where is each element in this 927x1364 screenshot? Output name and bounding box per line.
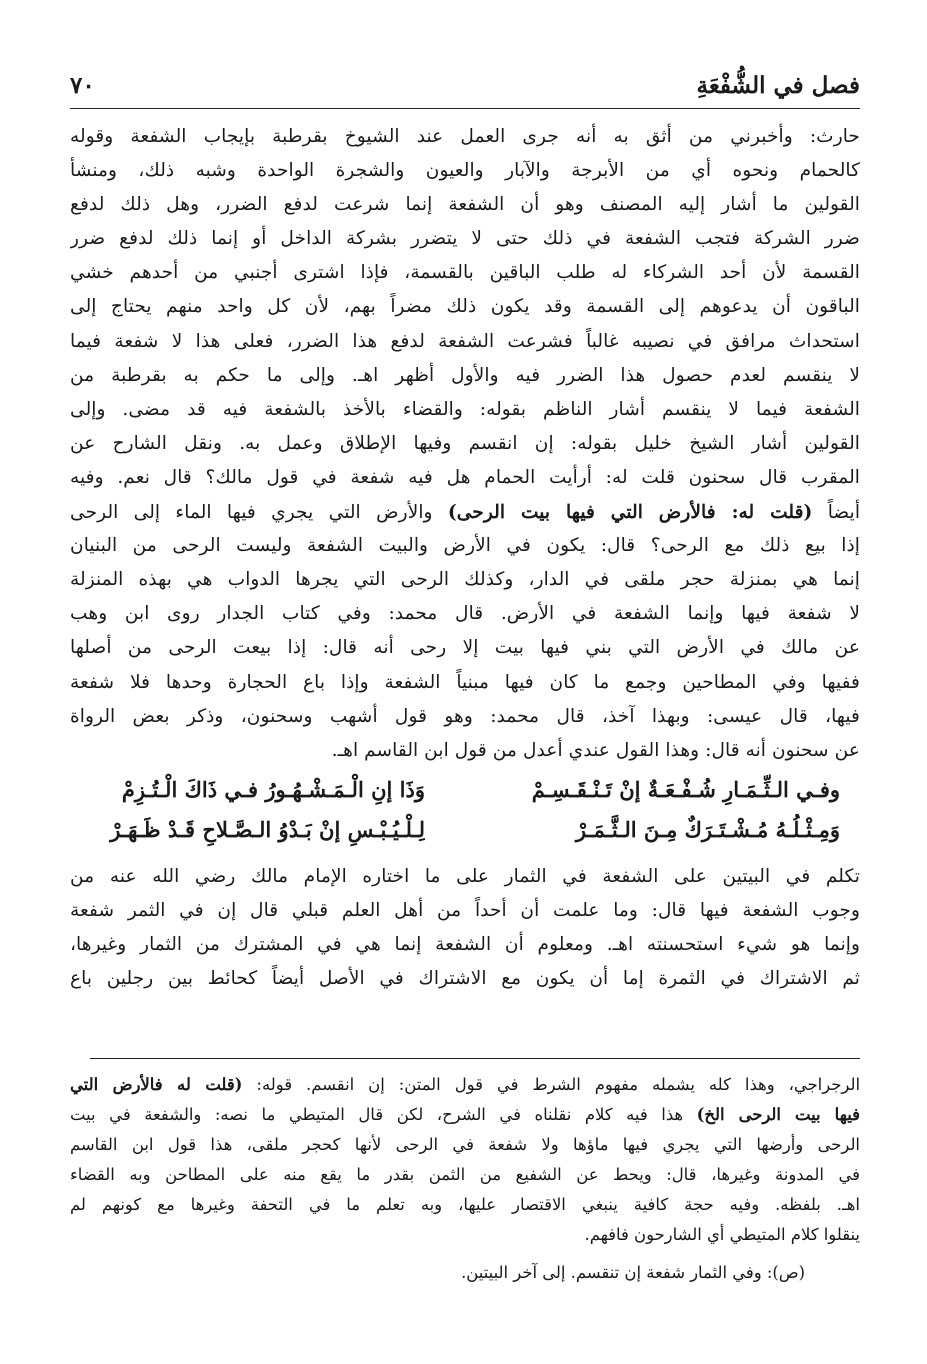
text-line: عن مالك في الأرض التي بني فيها بيت إلا رحى أنه قال: إذا بيعت الرحى من أصلها: [70, 637, 860, 659]
chapter-title: فصل في الشُّفْعَةِ: [696, 72, 860, 99]
footnote-divider: [90, 1058, 860, 1059]
verse-1: [70, 770, 860, 810]
paragraph-1: [70, 120, 860, 495]
paragraph-2: [70, 529, 860, 768]
verse-2-second-hemistich: لِـلْـيُـبْـسِ إنْ بَـدْوُ الـصَّـلاحِ قَـدْ ظَـهَـرْ: [110, 816, 425, 842]
footnote-line: [70, 1070, 860, 1100]
text-line: المقرب قال سحنون قلت له: أرأيت الحمام هل فيه شفعة في قول مالك؟ قال نعم. وفيه: [70, 466, 860, 488]
bold-quote-line: [70, 495, 860, 529]
text-line: حارث: وأخبرني من أثق به أنه جرى العمل عند الشيوخ بقرطبة بإيجاب الشفعة وقوله: [70, 126, 860, 147]
text-line: القسمة لأن أحد الشركاء له طلب الباقين بالقسمة، فإذا اشترى أجنبي من أحدهم خشي: [70, 262, 860, 284]
text-line: القولين ما أشار إليه المصنف وهو أن الشفعة إنما شرعت لدفع الضرر، وهل ذلك لدفع: [70, 194, 860, 216]
bold-line-suffix: والأرض التي يجري فيها الماء إلى الرحى: [70, 502, 448, 524]
text-line: استحداث مرافق في نصيبه غالباً فشرعت الشفعة لدفع هذا الضرر، فعلى هذا لا شفعة فيما: [70, 330, 860, 352]
verse-1-second-hemistich: وَذَا إنِ الْـمَـشْـهُـورُ فـي ذَاكَ الْـتُـزِمْ: [121, 776, 425, 802]
verse-1-first-hemistich: وفـي الـثِّـمَـارِ شُـفْـعَـةٌ إنْ تَـنْـقَـسِـمْ: [531, 776, 840, 802]
text-line: ينقلوا كلام المتيطي أي الشارحون فافهم.: [584, 1225, 860, 1244]
text-line: فيها، قال عيسى: وبهذا آخذ، قال محمد: وهو قول أشهب وسحنون، وذكر بعض الرواة: [70, 705, 860, 727]
footnote-line: [70, 1100, 860, 1130]
page-header: [70, 68, 860, 109]
quoted-question: (قلت له: فالأرض التي فيها بيت الرحى): [447, 501, 813, 524]
footnote-lines: [70, 1130, 860, 1250]
text-line: إذا بيع ذلك مع الرحى؟ قال: يكون في الأرض والبيت الشفعة وليست الرحى من البنيان: [70, 535, 860, 557]
main-text: [70, 120, 860, 996]
text-line: وإنما هو شيء استحسنته اهـ. ومعلوم أن الشفعة إنما هي في المشترك من الثمار وغيرها،: [70, 933, 860, 955]
text-line: في المدونة وغيرها، قال: ويحط عن الشفيع من الثمن بقدر ما يقع منه على المطاحن وبه القضاء: [70, 1165, 860, 1184]
text-line: وجوب الشفعة فيها قال: وما علمت أن أحداً من أهل العلم قبلي قال إن في الثمر شفعة: [70, 899, 860, 921]
text-line: إنما هي بمنزلة حجر ملقى في الدار، وكذلك الرحى التي يجرها الدواب هي بهذه المنزلة: [70, 569, 860, 591]
footnote-text: الرجراجي، وهذا كله يشمله مفهوم الشرط في قول المتن: إن انقسم. قوله:: [242, 1075, 860, 1094]
bold-line-prefix: أيضاً: [812, 502, 860, 524]
text-line: ضرر الشركة فتجب الشفعة في ذلك حتى لا يتضرر بشركة الداخل أو إنما ذلك لدفع ضرر: [70, 228, 860, 250]
text-line: الشفعة فيما لا ينقسم أشار الناظم بقوله: والقضاء بالأخذ بالشفعة فيه قد مضى. وإلى: [70, 398, 860, 420]
verse-2-first-hemistich: وَمِـثْـلُـهُ مُـشْـتَـرَكٌ مِـنَ الـثَّـمَـرْ: [575, 816, 840, 842]
poem-verses: [70, 770, 860, 850]
text-line: تكلم في البيتين على الشفعة في الثمار على ما اختاره الإمام مالك رضي الله عنه من: [70, 865, 860, 887]
text-line: لا ينقسم لعدم حصول هذا الضرر فيه والأول أظهر اهـ. وإلى ما حكم به بقرطبة من: [70, 364, 860, 386]
text-line: كالحمام ونحوه أي من الأبرجة والآبار والعيون والشجرة الواحدة وشبه ذلك، ومنشأ: [70, 160, 860, 182]
footnote-bold-quote: (قلت له فالأرض التي: [70, 1075, 243, 1094]
text-line: عن سحنون أنه قال: وهذا القول عندي أعدل من قول ابن القاسم اهـ.: [331, 739, 860, 761]
text-line: ثم الاشتراك في الثمرة إما أن يكون مع الاشتراك في الأصل أيضاً كحائط بين رجلين باع: [70, 968, 860, 990]
page-number: ٧٠: [70, 72, 95, 99]
paragraph-3: [70, 860, 860, 996]
text-line: القولين أشار الشيخ خليل بقوله: إن انقسم وفيها الإطلاق وعمل به. ونقل الشارح عن: [70, 432, 860, 454]
text-line: لا شفعة فيها وإنما الشفعة في الأرض. قال محمد: وفي كتاب الجدار روى ابن وهب: [70, 603, 860, 625]
footnote-reference: (ص): وفي الثمار شفعة إن تنقسم. إلى آخر البيتين.: [461, 1263, 805, 1282]
verse-2: [70, 810, 860, 850]
text-line: ففيها وفي المطاحين وجمع ما كان فيها مبنياً الشفعة وإذا باع الحجارة وحدها فلا شفعة: [70, 671, 860, 693]
footnote-bold-quote: فيها بيت الرحى الخ): [696, 1105, 860, 1124]
text-line: الرحى وأرضها التي يجري فيها ماؤها ولا شفعة في الرحى لأنها كحجر ملقى، هذا قول ابن القاسم: [70, 1135, 860, 1154]
footnote: [70, 1070, 860, 1288]
footnote-text: هذا فيه كلام نقلناه في الشرح، لكن قال المتيطي ما نصه: والشفعة في بيت: [70, 1105, 697, 1124]
book-page: [70, 0, 860, 1364]
text-line: الباقون أن يدعوهم إلى القسمة وقد يكون ذلك مضراً بهم، لأن كل واحد منهم يحتاج إلى: [70, 296, 860, 318]
text-line: اهـ. بلفظه. وفيه حجة كافية ينبغي الاقتصار عليها، وبه تعلم ما في التحفة وغيرها مع كونهم لم: [70, 1195, 860, 1214]
